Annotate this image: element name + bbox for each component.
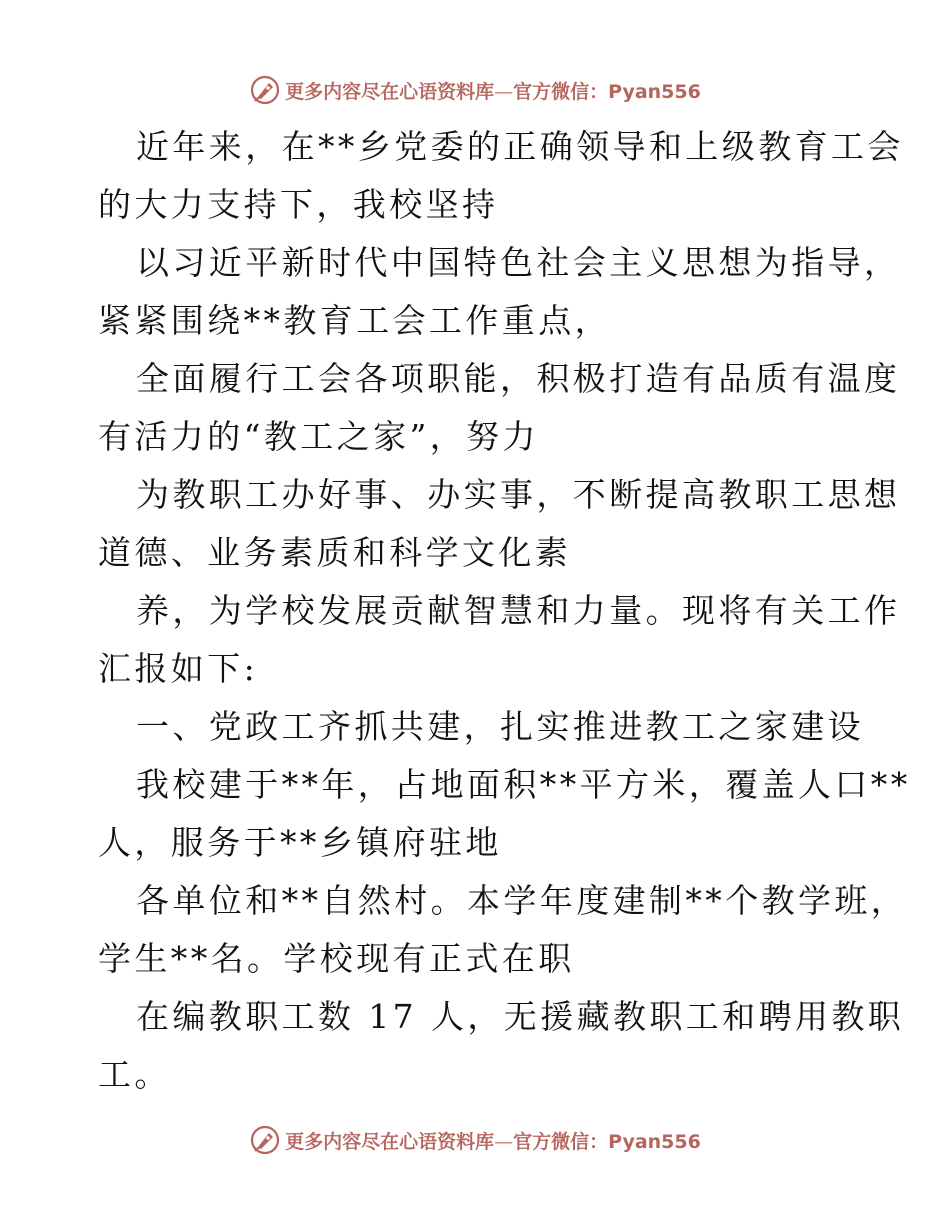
body-text-line: 我校建于**年，占地面积**平方米，覆盖人口** xyxy=(136,765,911,804)
body-text-line: 在编教职工数 17 人，无援藏教职工和聘用教职 xyxy=(136,997,905,1036)
watermark-wechat-text: 官方微信：Pyan556 xyxy=(513,1130,701,1153)
body-text-line: 汇报如下: xyxy=(98,649,259,688)
watermark-dash: — xyxy=(494,1130,514,1153)
document-body xyxy=(98,118,911,1104)
body-text-line: 近年来，在**乡党委的正确领导和上级教育工会 xyxy=(136,127,904,166)
body-text-line: 人，服务于**乡镇府驻地 xyxy=(98,823,502,862)
body-text-line: 紧紧围绕**教育工会工作重点， xyxy=(98,301,611,340)
watermark-banner-top xyxy=(0,72,950,108)
watermark-dash: — xyxy=(494,80,514,103)
body-text-line: 以习近平新时代中国特色社会主义思想为指导， xyxy=(136,243,901,282)
watermark-site-text: 更多内容尽在心语资料库 xyxy=(285,80,495,103)
body-text-line: 全面履行工会各项职能，积极打造有品质有温度 xyxy=(136,359,901,398)
body-text-line: 学生**名。学校现有正式在职 xyxy=(98,939,575,978)
body-text-line: 道德、业务素质和科学文化素 xyxy=(98,533,572,572)
body-text-line: 一、党政工齐抓共建，扎实推进教工之家建设 xyxy=(136,707,864,746)
pen-nib-logo-icon xyxy=(249,1124,281,1156)
body-text-line: 有活力的“教工之家”，努力 xyxy=(98,417,539,456)
watermark-site-text: 更多内容尽在心语资料库 xyxy=(285,1130,495,1153)
body-text-line: 各单位和**自然村。本学年度建制**个教学班， xyxy=(136,881,908,920)
pen-nib-logo-icon xyxy=(249,74,281,106)
body-text-line: 工。 xyxy=(98,1055,171,1094)
body-text-line: 养，为学校发展贡献智慧和力量。现将有关工作 xyxy=(136,591,901,630)
watermark-text xyxy=(285,77,701,104)
watermark-banner-bottom xyxy=(0,1122,950,1158)
body-text-line: 的大力支持下，我校坚持 xyxy=(98,185,499,224)
body-text-line: 为教职工办好事、办实事，不断提高教职工思想 xyxy=(136,475,901,514)
watermark-wechat-text: 官方微信：Pyan556 xyxy=(513,80,701,103)
watermark-text xyxy=(285,1127,701,1154)
